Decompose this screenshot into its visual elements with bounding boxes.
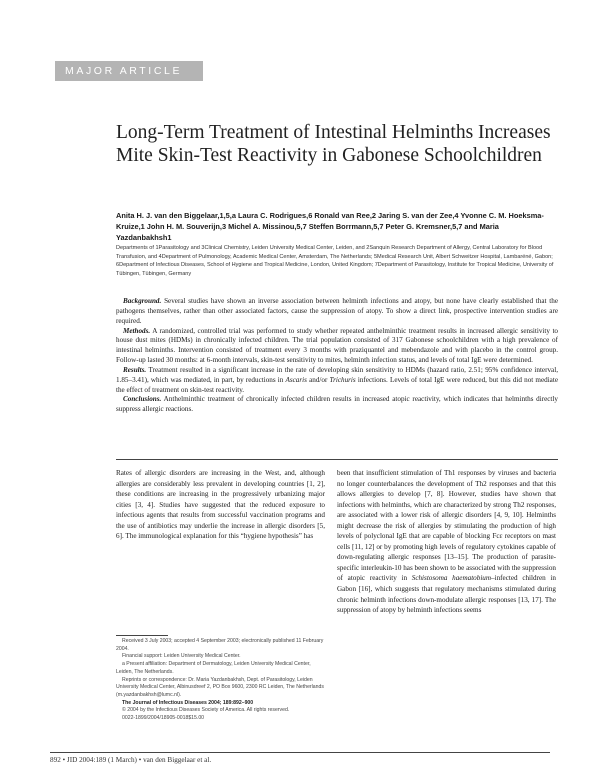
abstract-text: Several studies have shown an inverse association between helminth infections and atopy, but none have clearly established that the pathogens themselves, rather than other associated factors, cause the suppression of atopy. To show a direct link, prospective intervention studies are required. [116, 297, 558, 325]
correspondence: Reprints or correspondence: Dr. Maria Yazdanbakhsh, Dept. of Parasitology, Leiden University Medical Center, Albinusdreef 2, PO Box 9600, 2300 RC Leiden, The Netherlands (m.yazdanbakhsh@lumc.nl). [116, 676, 324, 698]
abstract-text: A randomized, controlled trial was performed to study whether repeated anthelminthic treatment results in increased allergic sensitivity to house dust mites (HDMs) in chronically infected children. The trial population consisted of 317 Gabonese schoolchildren with a high prevalence of intestinal helminths. Intervention consisted of treatment every 3 months with praziquantel and mebendazole and with placebo in the control group. Follow-up lasted 30 months: at 6-month intervals, skin-test sensitivity to mites, helminth infection status, and levels of total IgE were determined. [116, 326, 558, 365]
body-column-right [337, 468, 556, 616]
body-paragraph [337, 468, 556, 616]
journal-citation: The Journal of Infectious Diseases 2004; 189:892–900 [122, 699, 254, 706]
issn: 0022-1899/2004/18905-0018$15.00 [122, 715, 205, 722]
species-name: Trichuris [329, 375, 356, 384]
page-footer: 892 • JID 2004:189 (1 March) • van den Biggelaar et al. [50, 756, 212, 764]
abstract-results [116, 366, 558, 396]
article-title: Long-Term Treatment of Intestinal Helminths Increases Mite Skin-Test Reactivity in Gabonese Schoolchildren [116, 122, 551, 166]
abstract-heading: Conclusions. [123, 395, 162, 404]
abstract [116, 297, 558, 415]
financial-support: Financial support: Leiden University Medical Center. [122, 653, 241, 660]
abstract-text: Treatment resulted in a significant increase in the rate of developing skin sensitivity to HDMs (hazard ratio, 2.51; 95% confidence interval, 1.85–3.41), which was mediated, in part, by reductions in [116, 365, 558, 384]
footer-divider [50, 752, 550, 753]
abstract-methods [116, 327, 558, 366]
abstract-background [116, 297, 558, 327]
abstract-text: and/or [306, 375, 330, 384]
body-column-left [116, 468, 325, 542]
abstract-conclusions [116, 395, 558, 415]
species-name: Schistosoma haematobium [411, 574, 492, 583]
species-name: Ascaris [285, 375, 307, 384]
abstract-heading: Methods. [123, 326, 151, 335]
affiliations: Departments of 1Parasitology and 3Clinical Chemistry, Leiden University Medical Center, Leiden, and 2Sanquin Research Department of Allergy, Central Laboratory for Blood Transfusion, and 4Department of Pulmonology, Academic Medical Center, Amsterdam, The Netherlands; 5Medical Research Unit, Albert Schweitzer Hospital, Lambaréné, Gabon; 6Department of Infectious Diseases, School of Hygiene and Tropical Medicine, London, United Kingdom; 7Department of Parasitology, Institute for Tropical Medicine, University of Tübingen, Tübingen, Germany [116, 245, 554, 277]
footnote-divider [116, 635, 168, 636]
abstract-text: Anthelminthic treatment of chronically infected children results in increased atopic reactivity, which indicates that helminths directly suppress allergic reactions. [116, 395, 558, 414]
present-affiliation: a Present affiliation: Department of Dermatology, Leiden University Medical Center, Leiden, The Netherlands. [116, 661, 311, 675]
body-paragraph: Rates of allergic disorders are increasing in the West, and, although allergies are considerably less prevalent in developing countries [1, 2], these conditions are increasing in the progressively urbanizing major cities [3, 4]. Studies have suggested that the reduced exposure to infectious agents that results from successful vaccination programs and the use of antibiotics may underlie the increase in allergic disorders [5, 6]. The immunological explanation for this “hygiene hypothesis” has [116, 469, 325, 541]
abstract-text: infections. Levels of total IgE were reduced, but this did not mediate the effect of treatment on skin-test reactivity. [116, 375, 559, 394]
abstract-heading: Background. [123, 297, 162, 305]
abstract-heading: Results. [123, 365, 147, 374]
article-type-banner: MAJOR ARTICLE [55, 61, 203, 81]
abstract-divider [116, 459, 558, 460]
body-text: been that insufficient stimulation of Th1 responses by viruses and bacteria no longer counterbalances the development of Th2 responses and that this allows allergies to develop [7, 8]. However, studies have shown that infections with helminths, which are characterized by strong Th2 responses, are associated with a lower risk of allergic disorders [4, 9, 10]. Helminths might decrease the risk of allergies by stimulating the production of high levels of polyclonal IgE that are capable of blocking Fcε receptors on mast cells [11, 12] or by promoting high levels of regulatory cytokines capable of down-regulating allergic responses [13–15]. The production of parasite-specific interleukin-10 has been shown to be associated with the suppression of atopic reactivity in [337, 469, 556, 583]
copyright: © 2004 by the Infectious Diseases Society of America. All rights reserved. [122, 707, 290, 714]
article-notes [116, 638, 326, 723]
body-text: –infected children in Gabon [16], which suggests that regulatory mechanisms stimulated during chronic helminth infections down-modulate allergic responses [13, 17]. The suppression of atopy by helminth infections seems [337, 574, 556, 615]
received-date: Received 3 July 2003; accepted 4 September 2003; electronically published 11 February 2004. [116, 638, 324, 652]
author-list: Anita H. J. van den Biggelaar,1,5,a Laura C. Rodrigues,6 Ronald van Ree,2 Jaring S. van der Zee,4 Yvonne C. M. Hoeksma-Kruize,1 John H. M. Souverijn,3 Michel A. Missinou,5,7 Steffen Borrmann,5,7 Peter G. Kremsner,5,7 and Maria Yazdanbakhsh1 [116, 211, 544, 243]
